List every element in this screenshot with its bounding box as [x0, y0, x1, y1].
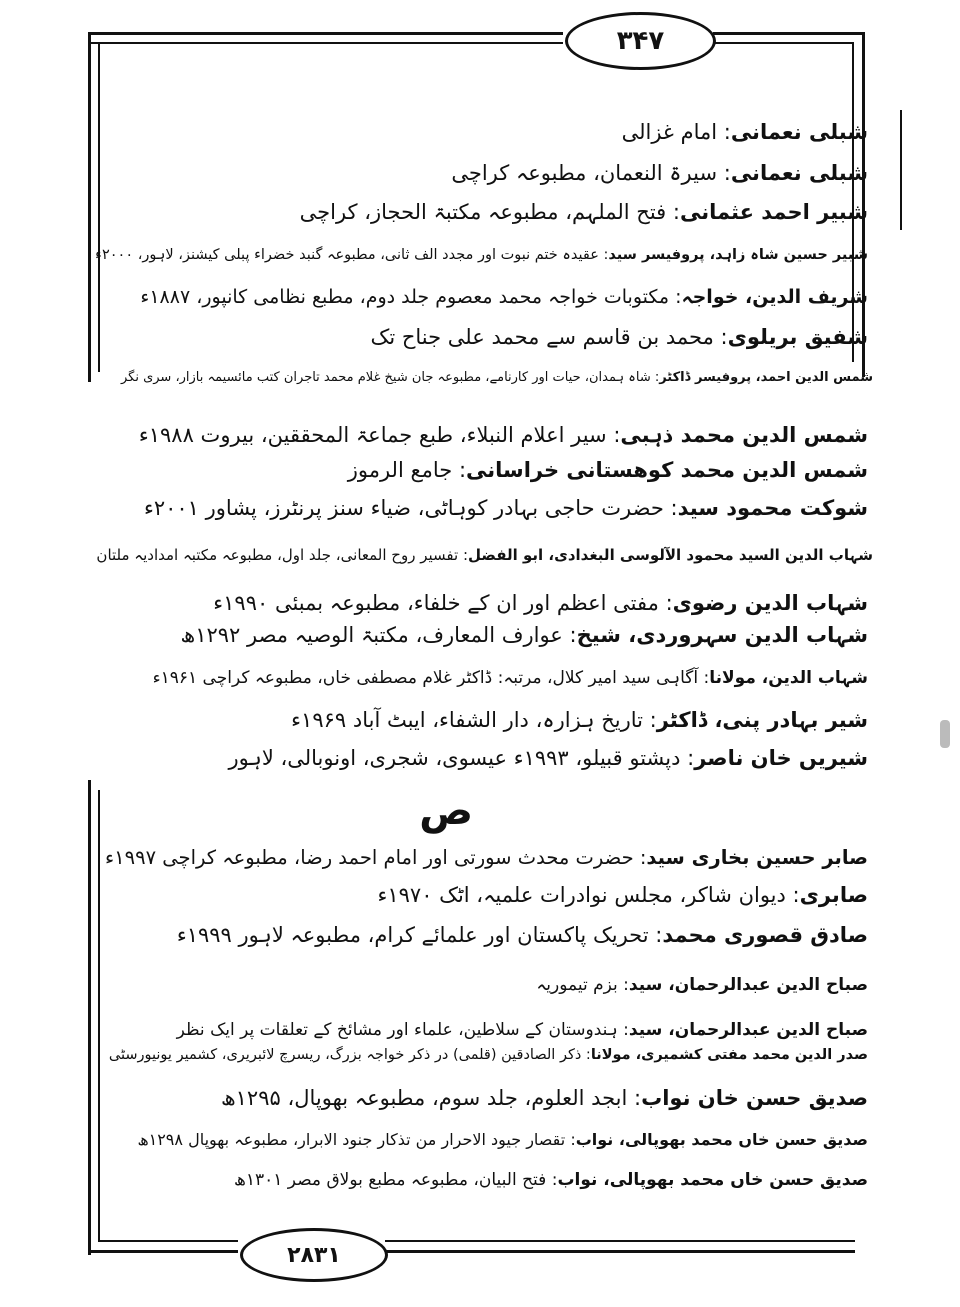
bibliography-entry: شبلی نعمانی: امام غزالی: [621, 120, 868, 144]
bibliography-entry: صدر الدین محمد مفتی کشمیری، مولانا: ذکر الصادقین (قلمی) در ذکر خواجہ بزرگ، ریسرچ لائبریری، کشمیر یونیورسٹی: [108, 1047, 868, 1063]
bibliography-entry: صدیق حسن خان نواب: ابجد العلوم، جلد سوم، مطبوعہ بھوپال، ۱۲۹۵ھ: [220, 1086, 868, 1110]
bibliography-entry: شہاب الدین رضوی: مفتی اعظم اور ان کے خلفاء، مطبوعہ بمبئی ۱۹۹۰ء: [213, 591, 868, 615]
bibliography-entry: صابر حسین بخاری سید: حضرت محدث سورتی اور امام احمد رضا، مطبوعہ کراچی ۱۹۹۷ء: [105, 846, 868, 869]
frame-line: [88, 780, 91, 1255]
scan-mark: [940, 720, 950, 748]
bibliography-entry: شمس الدین احمد، پروفیسر ڈاکٹر: شاہ ہمدان، حیات اور کارنامے، مطبوعہ جان شیخ غلام محمد تاجران کتب مائسیمہ بازار، سری نگر: [120, 370, 873, 385]
bibliography-entry: شمس الدین محمد کوھستانی خراسانی: جامع الرموز: [347, 458, 868, 482]
bibliography-entry: صباح الدین عبدالرحمان، سید: بزم تیموریہ: [536, 975, 868, 995]
bibliography-entry: شیر بہادر پنی، ڈاکٹر: تاریخ ہزارہ، دار الشفاء، ایبٹ آباد ۱۹۶۹ء: [291, 708, 868, 732]
bibliography-entry: صدیق حسن خاں محمد بھوپالی، نواب: فتح البیان، مطبوعہ مطبع بولاق مصر ۱۳۰۱ھ: [234, 1170, 868, 1190]
bibliography-entry: شریف الدین، خواجہ: مکتوبات خواجہ محمد معصوم جلد دوم، مطبع نظامی کانپور، ۱۸۸۷ء: [140, 286, 868, 308]
bibliography-entry: شیریں خان ناصر: دپشتو قبیلو، ۱۹۹۳ء عیسوی، شجری، اونوبالی، لاہور: [228, 746, 868, 770]
bibliography-entry: صباح الدین عبدالرحمان، سید: ہندوستان کے سلاطین، علماء اور مشائخ کے تعلقات پر ایک نظر: [176, 1020, 868, 1040]
frame-line: [88, 32, 91, 382]
bibliography: [95, 0, 873, 1307]
bibliography-entry: شہاب الدین السید محمود الآلوسی البغدادی، ابو الفضل: تفسیر روح المعانی، جلد اول، مطبوعہ مکتبہ امدادیہ ملتان: [96, 546, 873, 564]
bibliography-entry: شوکت محمود سید: حضرت حاجی بہادر کوہاٹی، ضیاء سنز پرنٹرز، پشاور ۲۰۰۱ء: [143, 496, 868, 520]
page-number-top: ۳۴۷: [565, 12, 716, 70]
page-number-bottom: ۲۸۳۱: [240, 1228, 388, 1282]
bibliography-entry: صادق قصوری محمد: تحریک پاکستان اور علمائے کرام، مطبوعہ لاہور ۱۹۹۹ء: [176, 923, 868, 947]
bibliography-entry: شہاب الدین، مولانا: آگاہی سید امیر کلال، مرتبہ: ڈاکٹر غلام مصطفی خاں، مطبوعہ کراچی ۱۹۶۱ء: [152, 668, 868, 688]
bibliography-entry: صدیق حسن خاں محمد بھوپالی، نواب: تقصار جیود الاحرار من تذکار جنود الابرار، مطبوعہ بھوپال ۱۲۹۸ھ: [137, 1130, 868, 1149]
bibliography-entry: شمس الدین محمد ذہبی: سیر اعلام النبلاء، طبع جماعۃ المحققین، بیروت ۱۹۸۸ء: [138, 423, 868, 447]
bibliography-entry: شفیق بریلوی: محمد بن قاسم سے محمد علی جناح تک: [370, 325, 868, 349]
bibliography-entry: شہاب الدین سہروردی، شیخ: عوارف المعارف، مکتبۃ الوصیہ مصر ۱۲۹۲ھ: [180, 623, 868, 647]
bibliography-entry: شبلی نعمانی: سیرۃ النعمان، مطبوعہ کراچی: [451, 161, 868, 185]
bibliography-entry: صابری: دیوان شاکر، مجلس نوادرات علمیہ، اٹک ۱۹۷۰ء: [377, 883, 868, 907]
bibliography-entry: شبیر حسین شاہ زاہد، پروفیسر سید: عقیدہ ختم نبوت اور مجدد الف ثانی، مطبوعہ گنبد خضراء پبلی کیشنز، لاہور، ۲۰۰۰ء: [95, 247, 868, 263]
frame-line: [900, 110, 902, 230]
bibliography-entry: شبیر احمد عثمانی: فتح الملہم، مطبوعہ مکتبۃ الحجاز، کراچی: [299, 200, 868, 224]
section-letter: ص: [419, 788, 473, 834]
